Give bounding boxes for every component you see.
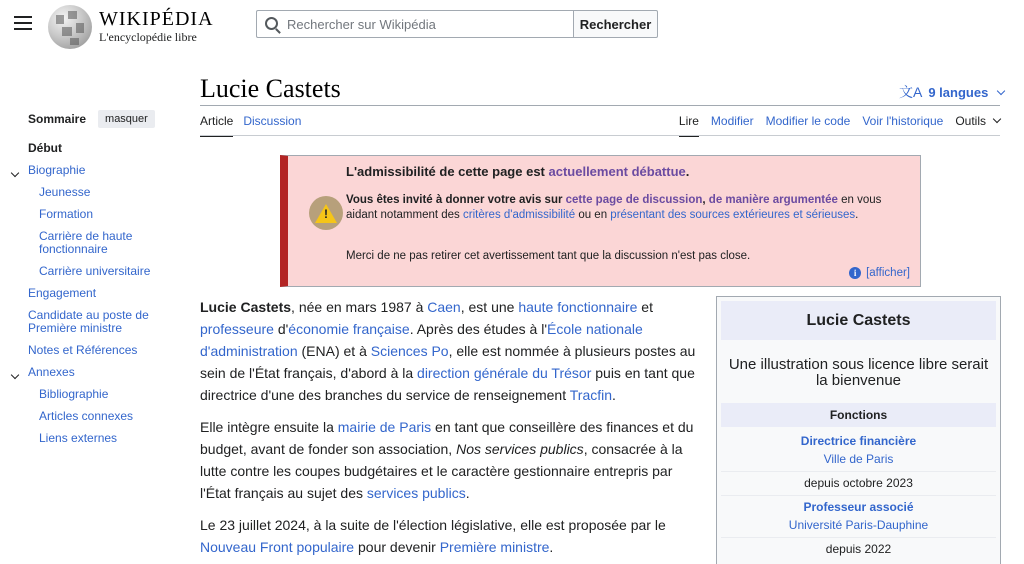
- tabs-divider: [200, 135, 1000, 136]
- text: d': [273, 321, 289, 337]
- link-services-publics[interactable]: services publics: [366, 485, 466, 501]
- infobox-role-2: [721, 500, 996, 514]
- admissibility-criteria-link[interactable]: critères d'admissibilité: [463, 209, 576, 221]
- org-link[interactable]: Ville de Paris: [823, 452, 894, 466]
- language-count: 9 langues: [928, 84, 989, 100]
- toc-item-debut[interactable]: Début: [28, 141, 62, 155]
- notice-body-text: en vous aidant notamment des: [346, 194, 882, 221]
- infobox-image-placeholder: Une illustration sous licence libre serait la bienvenue: [728, 356, 989, 389]
- link-sciences-po[interactable]: Sciences Po: [370, 343, 449, 359]
- link-ena[interactable]: École nationale d'administration: [200, 321, 643, 359]
- argued-manner-link[interactable]: de manière argumentée: [708, 194, 838, 206]
- infobox-separator: [721, 495, 996, 496]
- toc-toggle-biographie[interactable]: [12, 165, 22, 175]
- toc-item-notes-references[interactable]: Notes et Références: [28, 343, 138, 357]
- link-tresor[interactable]: direction générale du Trésor: [417, 365, 592, 381]
- tab-edit-source[interactable]: Modifier le code: [765, 114, 851, 128]
- notice-body-text: Vous êtes invité à donner votre avis sur: [346, 194, 566, 206]
- warning-icon: !: [309, 196, 343, 230]
- paragraph-intro: [200, 296, 697, 406]
- link-mairie-paris[interactable]: mairie de Paris: [337, 419, 432, 435]
- wikipedia-tagline: L'encyclopédie libre: [99, 30, 197, 44]
- toc-item-jeunesse[interactable]: Jeunesse: [39, 185, 91, 199]
- namespace-tabs: [200, 114, 311, 137]
- show-link[interactable]: [afficher]: [866, 267, 910, 279]
- link-caen[interactable]: Caen: [427, 299, 461, 315]
- role-link[interactable]: Professeur associé: [803, 500, 914, 514]
- debate-link[interactable]: actuellement débattue: [548, 164, 686, 179]
- role-link[interactable]: Directrice financière: [800, 434, 917, 448]
- link-premiere-ministre[interactable]: Première ministre: [439, 539, 550, 555]
- chevron-down-icon: [11, 169, 19, 177]
- text: .: [465, 485, 470, 501]
- notice-toggle[interactable]: [849, 267, 910, 279]
- toc-item-candidate[interactable]: Candidate au poste de Première ministre: [28, 308, 149, 335]
- subject-name: Lucie Castets: [200, 299, 292, 315]
- view-tabs: [667, 114, 1000, 137]
- text: pour devenir: [354, 539, 440, 555]
- infobox-org-2: [721, 518, 996, 532]
- text: , consacrée à la lutte contre les coupes budgétaires et le caractère gestionnaire entrepris par l'État français au sujet des: [200, 441, 683, 501]
- search-icon: [265, 17, 278, 30]
- tab-discussion[interactable]: Discussion: [243, 114, 302, 128]
- toc-item-engagement[interactable]: Engagement: [28, 286, 97, 300]
- text: , est une: [460, 299, 519, 315]
- text: , née en mars 1987 à: [291, 299, 428, 315]
- notice-heading-text: L'admissibilité de cette page est: [346, 164, 549, 179]
- link-nouveau-front-populaire[interactable]: Nouveau Front populaire: [200, 539, 355, 555]
- infobox-section-header: Fonctions: [721, 403, 996, 427]
- org-link[interactable]: Université Paris-Dauphine: [788, 518, 929, 532]
- text: (ENA) et à: [297, 343, 371, 359]
- notice-body: [346, 193, 911, 223]
- info-icon: i: [849, 267, 861, 279]
- infobox-date-1: depuis octobre 2023: [804, 476, 913, 490]
- link-haute-fonctionnaire[interactable]: haute fonctionnaire: [518, 299, 638, 315]
- text: .: [612, 387, 616, 403]
- table-of-contents: [12, 110, 182, 454]
- association-name: Nos services publics: [456, 441, 584, 457]
- toc-item-carriere-universitaire[interactable]: Carrière universitaire: [39, 264, 151, 278]
- text: Le 23 juillet 2024, à la suite de l'élection législative, elle est proposée par le: [200, 517, 666, 533]
- notice-heading-end: .: [685, 164, 690, 179]
- toc-item-bibliographie[interactable]: Bibliographie: [39, 387, 109, 401]
- tab-article[interactable]: Article: [200, 114, 233, 137]
- notice-footer: Merci de ne pas retirer cet avertissement tant que la discussion n'est pas close.: [346, 250, 751, 262]
- search-input[interactable]: [287, 11, 567, 37]
- text: . Après des études à l': [409, 321, 548, 337]
- infobox: [716, 296, 1001, 564]
- toc-item-liens-externes[interactable]: Liens externes: [39, 431, 118, 445]
- infobox-separator: [721, 471, 996, 472]
- chevron-down-icon: [993, 115, 1001, 123]
- toc-item-biographie[interactable]: Biographie: [28, 163, 86, 177]
- link-professeure[interactable]: professeure: [200, 321, 274, 337]
- text: puis en tant que directrice d'une des branches du service de renseignement: [200, 365, 695, 403]
- toc-item-annexes[interactable]: Annexes: [28, 365, 75, 379]
- notice-heading: [346, 164, 689, 179]
- tools-label: Outils: [955, 114, 986, 128]
- toc-hide-button[interactable]: masquer: [98, 110, 155, 128]
- discussion-page-link[interactable]: cette page de discussion: [565, 194, 703, 206]
- toc-title: Sommaire: [28, 112, 87, 126]
- chevron-down-icon: [997, 86, 1005, 94]
- text: , elle est nommée à plusieurs postes au sein de l'État français, d'abord à la: [200, 343, 696, 381]
- toc-toggle-annexes[interactable]: [12, 367, 22, 377]
- infobox-title: Lucie Castets: [721, 301, 996, 340]
- toc-header: [28, 110, 182, 128]
- sources-link[interactable]: présentant des sources extérieures et sérieuses: [610, 209, 856, 221]
- admissibility-notice: [280, 155, 921, 287]
- notice-body-text: ou en: [575, 209, 611, 221]
- toc-item-carriere-haute-fonctionnaire[interactable]: Carrière de haute fonctionnaire: [39, 229, 133, 256]
- wikipedia-globe-logo[interactable]: [48, 5, 92, 49]
- main-menu-icon[interactable]: [14, 16, 32, 30]
- language-selector[interactable]: [899, 82, 1004, 102]
- translate-icon: 文A: [899, 84, 923, 100]
- search-box: [256, 10, 574, 38]
- notice-body-text: ,: [702, 194, 709, 206]
- infobox-org-1: [721, 452, 996, 466]
- tools-dropdown[interactable]: [955, 114, 1000, 137]
- text: Elle intègre ensuite la: [200, 419, 338, 435]
- link-economie-francaise[interactable]: économie française: [288, 321, 410, 337]
- title-divider: [200, 105, 1000, 106]
- tab-edit[interactable]: Modifier: [710, 114, 754, 128]
- infobox-separator: [721, 537, 996, 538]
- link-tracfin[interactable]: Tracfin: [569, 387, 613, 403]
- text: en tant que conseillère des finances et du budget, avant de fonder son association,: [200, 419, 694, 457]
- text: .: [549, 539, 554, 555]
- notice-body-text: .: [855, 209, 859, 221]
- paragraph-nomination: [200, 514, 697, 558]
- search-button[interactable]: Rechercher: [573, 10, 658, 38]
- wikipedia-wordmark[interactable]: WIKIPÉDIA: [99, 8, 214, 30]
- chevron-down-icon: [11, 371, 19, 379]
- text: et: [637, 299, 653, 315]
- page-title: Lucie Castets: [200, 74, 341, 103]
- infobox-date-2: depuis 2022: [825, 542, 892, 556]
- toc-item-formation[interactable]: Formation: [39, 207, 94, 221]
- tab-read[interactable]: Lire: [679, 114, 699, 137]
- paragraph-career: [200, 416, 697, 504]
- tab-history[interactable]: Voir l'historique: [862, 114, 944, 128]
- infobox-role-1: [721, 434, 996, 448]
- toc-item-articles-connexes[interactable]: Articles connexes: [39, 409, 134, 423]
- article-body: [200, 296, 697, 564]
